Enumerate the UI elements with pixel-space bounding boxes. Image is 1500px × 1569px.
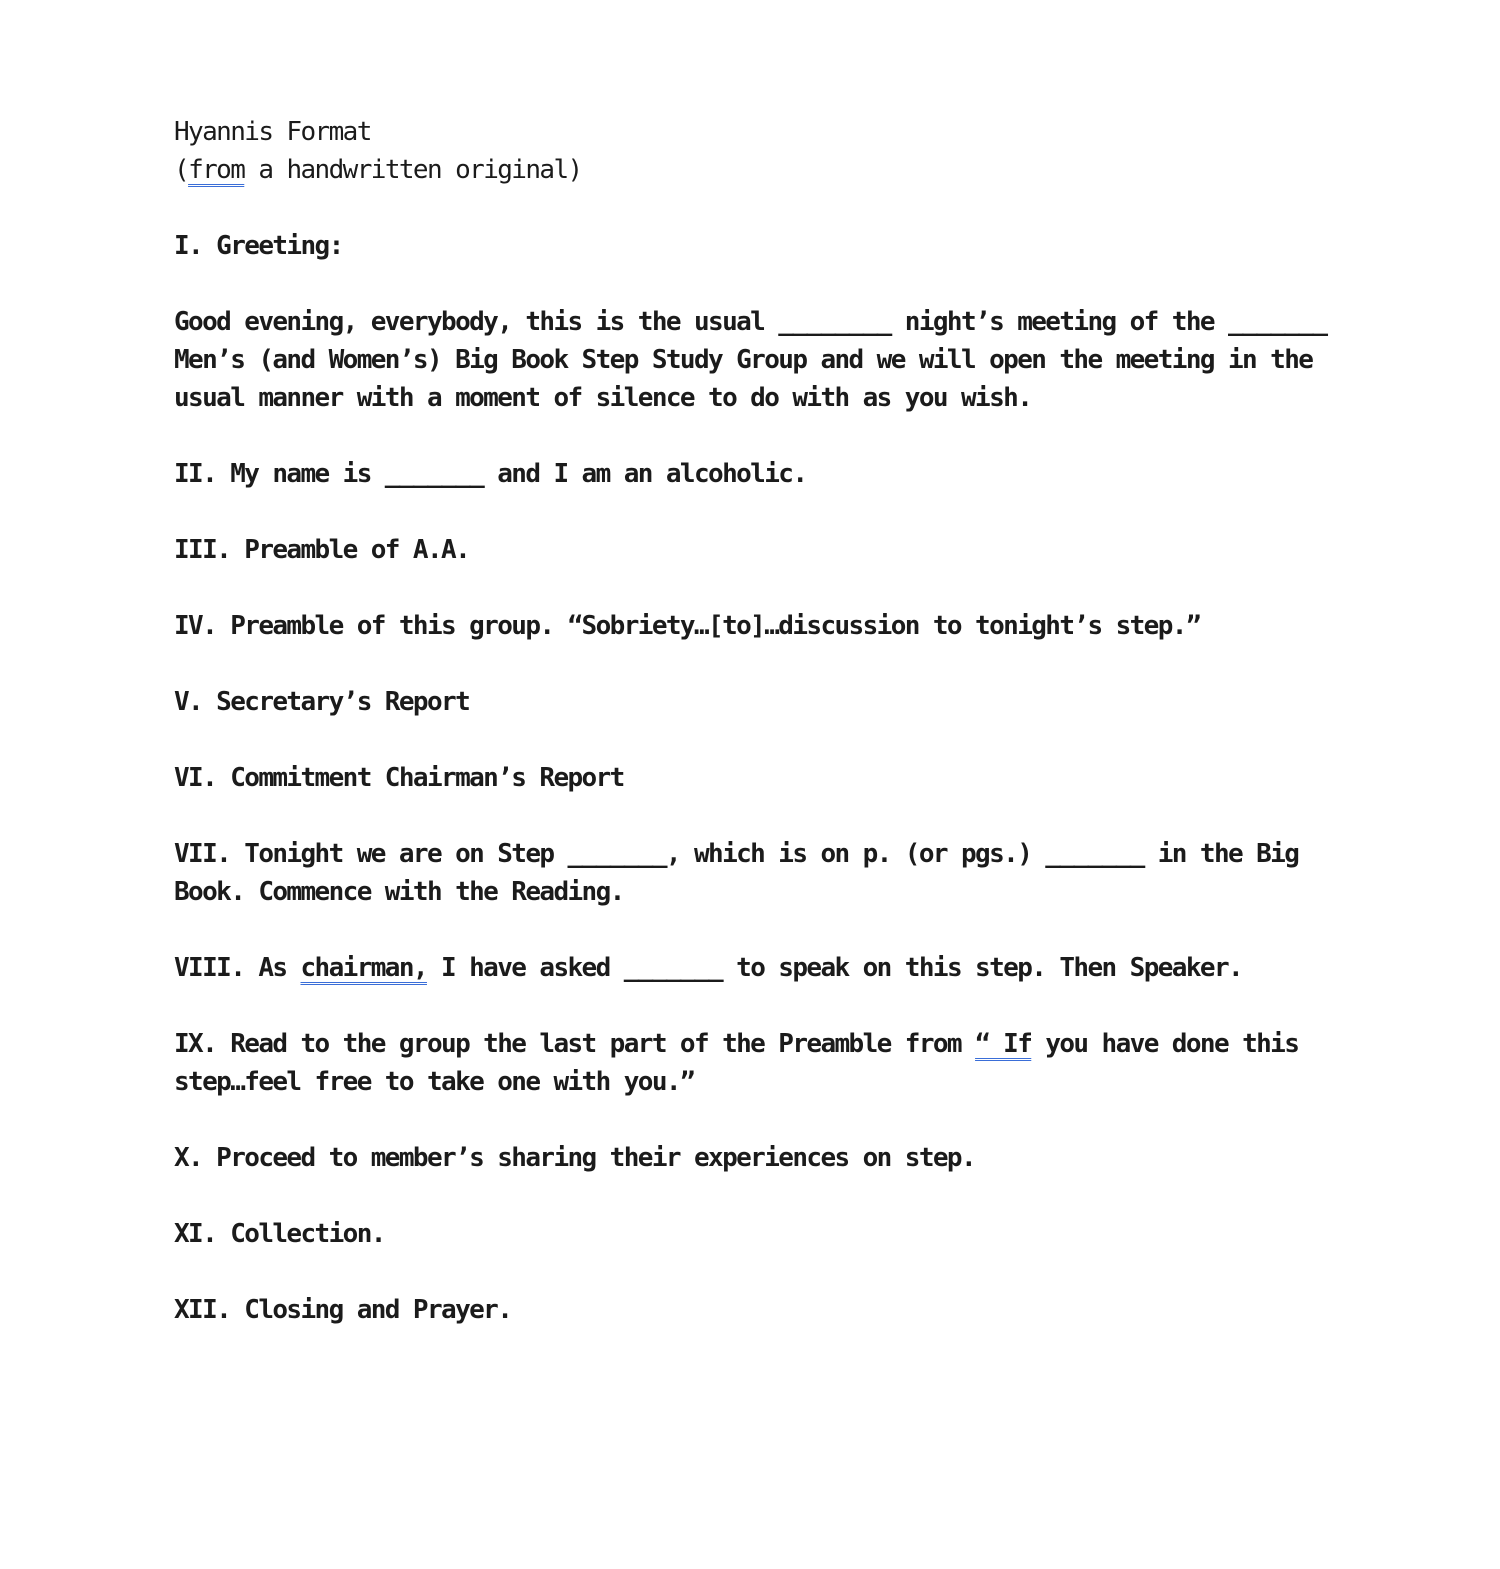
spellcheck-flagged-word[interactable]: “ If [975,1029,1032,1059]
section-greeting-text: Good evening, everybody, this is the usual ________ night’s meeting of the _______ Men’s (and Women’s) Big Book Step Study Group and we will open the meeting in the usual manner with a moment of silence to do with as you wish. [174,307,1341,413]
section-viii-before: VIII. As [174,953,301,983]
subtitle-rest: a handwritten original) [244,155,582,185]
section-greeting-heading: I. Greeting: [174,231,343,261]
section-iii-preamble-aa: III. Preamble of A.A. [174,535,470,565]
section-ix-read-preamble [174,1025,1354,1101]
document-subtitle [174,151,1354,189]
section-xii-closing: XII. Closing and Prayer. [174,1295,512,1325]
section-vii-step: VII. Tonight we are on Step _______, which is on p. (or pgs.) _______ in the Big Book. Commence with the Reading. [174,839,1313,907]
section-ii-name: II. My name is _______ and I am an alcoholic. [174,459,807,489]
section-xi-collection: XI. Collection. [174,1219,385,1249]
section-ix-after: you have done this step…feel free to take one with you.” [174,1029,1313,1097]
section-viii-speaker [174,949,1354,987]
section-iv-preamble-group: IV. Preamble of this group. “Sobriety…[to]…discussion to tonight’s step.” [174,611,1200,641]
spellcheck-flagged-word[interactable]: chairman, [300,953,427,983]
section-x-sharing: X. Proceed to member’s sharing their experiences on step. [174,1143,976,1173]
section-ix-before: IX. Read to the group the last part of the Preamble from [174,1029,976,1059]
document-body [174,113,1354,1367]
document-title: Hyannis Format [174,117,371,147]
spellcheck-flagged-word[interactable]: from [188,155,245,185]
subtitle-open-paren: ( [174,155,189,185]
section-vi-commitment-report: VI. Commitment Chairman’s Report [174,763,624,793]
section-v-secretary-report: V. Secretary’s Report [174,687,470,717]
section-viii-after: I have asked _______ to speak on this step. Then Speaker. [426,953,1243,983]
